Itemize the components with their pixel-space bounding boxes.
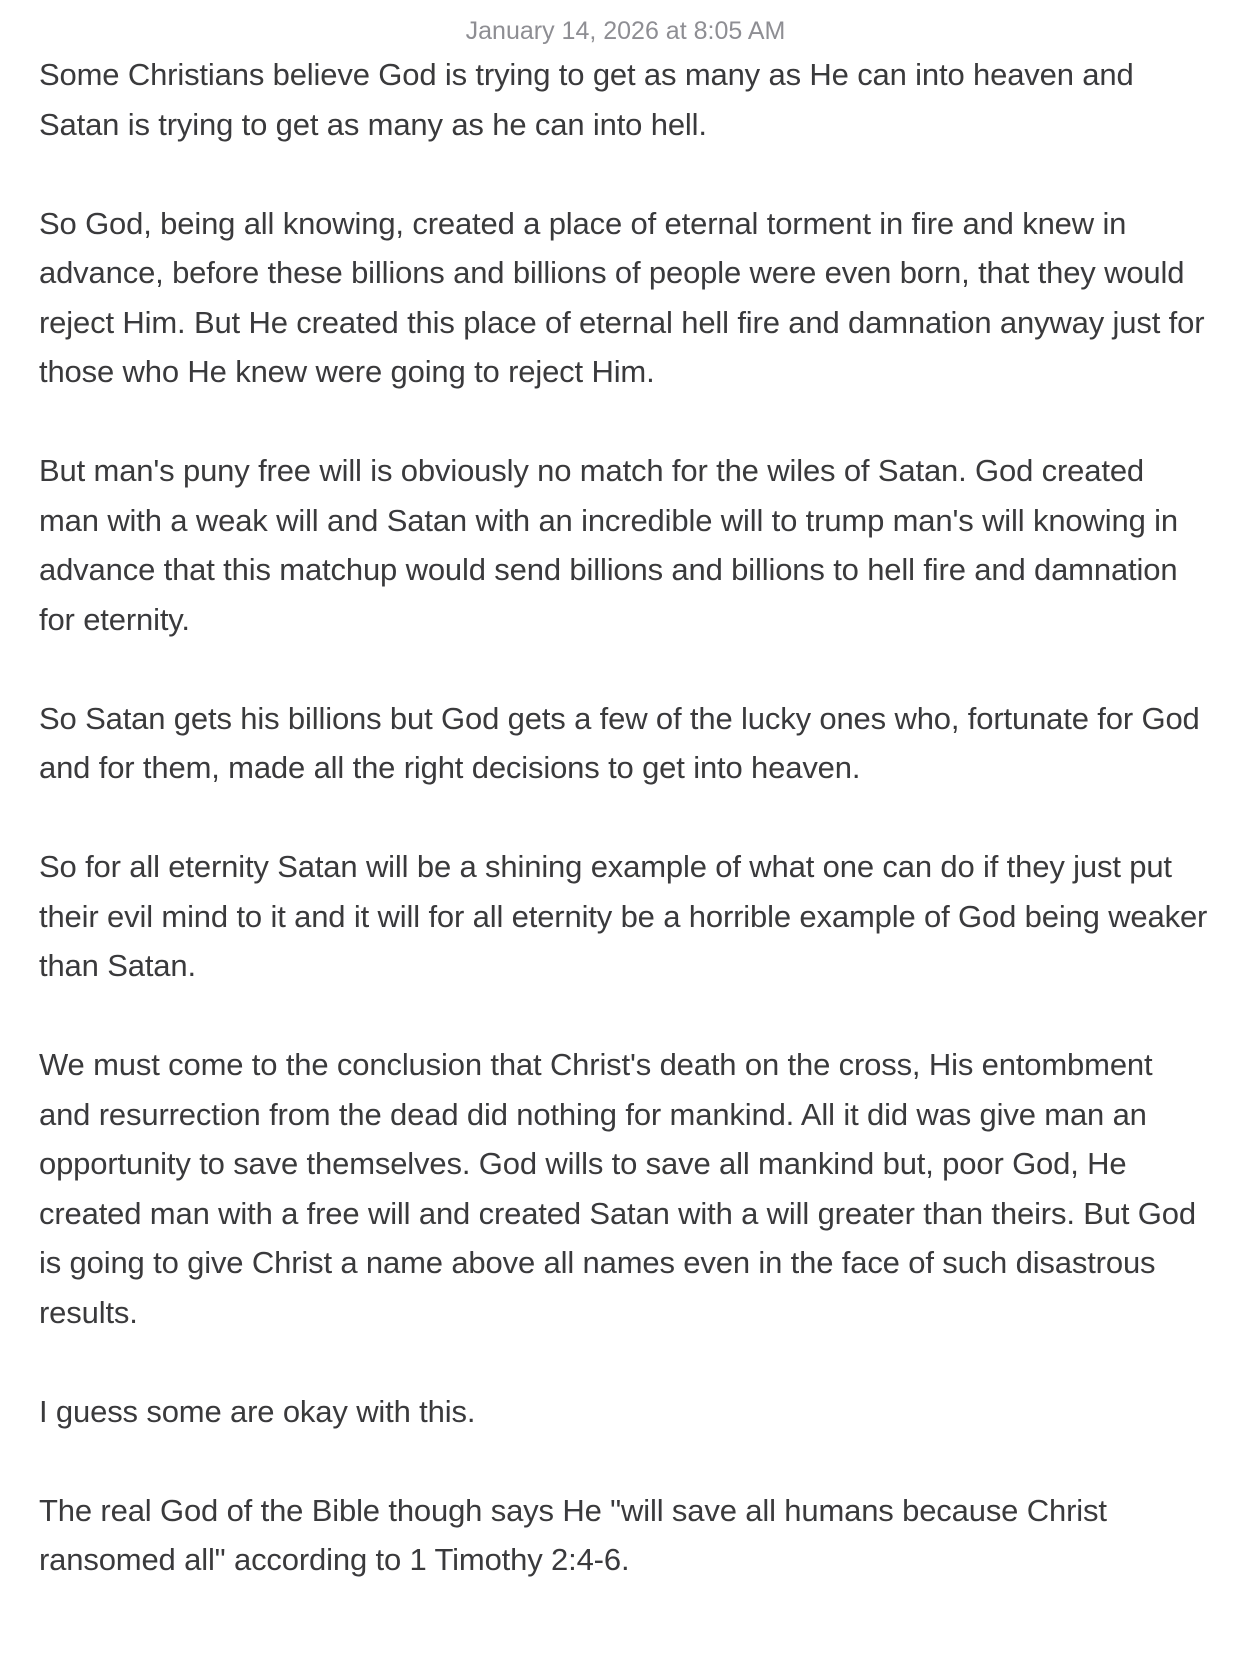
note-body[interactable] bbox=[39, 50, 1212, 1585]
note-paragraph-8: The real God of the Bible though says He "will save all humans because Christ ransomed all" according to 1 Timothy 2:4-6. bbox=[39, 1492, 1107, 1577]
note-paragraph-7: I guess some are okay with this. bbox=[39, 1393, 476, 1429]
note-paragraph-5: So for all eternity Satan will be a shining example of what one can do if they just put their evil mind to it and it will for all eternity be a horrible example of God being weaker than Satan. bbox=[39, 849, 1208, 983]
note-timestamp: January 14, 2026 at 8:05 AM bbox=[465, 17, 786, 45]
note-paragraph-2: So God, being all knowing, created a place of eternal torment in fire and knew in advance, before these billions and billions of people were even born, that they would reject Him. But He created this place of eternal hell fire and damnation anyway just for those who He knew were going to reject Him. bbox=[39, 205, 1205, 389]
note-paragraph-1: Some Christians believe God is trying to get as many as He can into heaven and Satan is trying to get as many as he can into hell. bbox=[39, 57, 1134, 142]
note-paragraph-4: So Satan gets his billions but God gets a few of the lucky ones who, fortunate for God and for them, made all the right decisions to get into heaven. bbox=[39, 700, 1200, 785]
note-paragraph-3: But man's puny free will is obviously no match for the wiles of Satan. God created man with a weak will and Satan with an incredible will to trump man's will knowing in advance that this matchup would send billions and billions to hell fire and damnation for eternity. bbox=[39, 453, 1178, 637]
note-paragraph-6: We must come to the conclusion that Christ's death on the cross, His entombment and resurrection from the dead did nothing for mankind. All it did was give man an opportunity to save themselves. God wills to save all mankind but, poor God, He created man with a free will and created Satan with a will greater than theirs. But God is going to give Christ a name above all names even in the face of such disastrous results. bbox=[39, 1047, 1196, 1330]
